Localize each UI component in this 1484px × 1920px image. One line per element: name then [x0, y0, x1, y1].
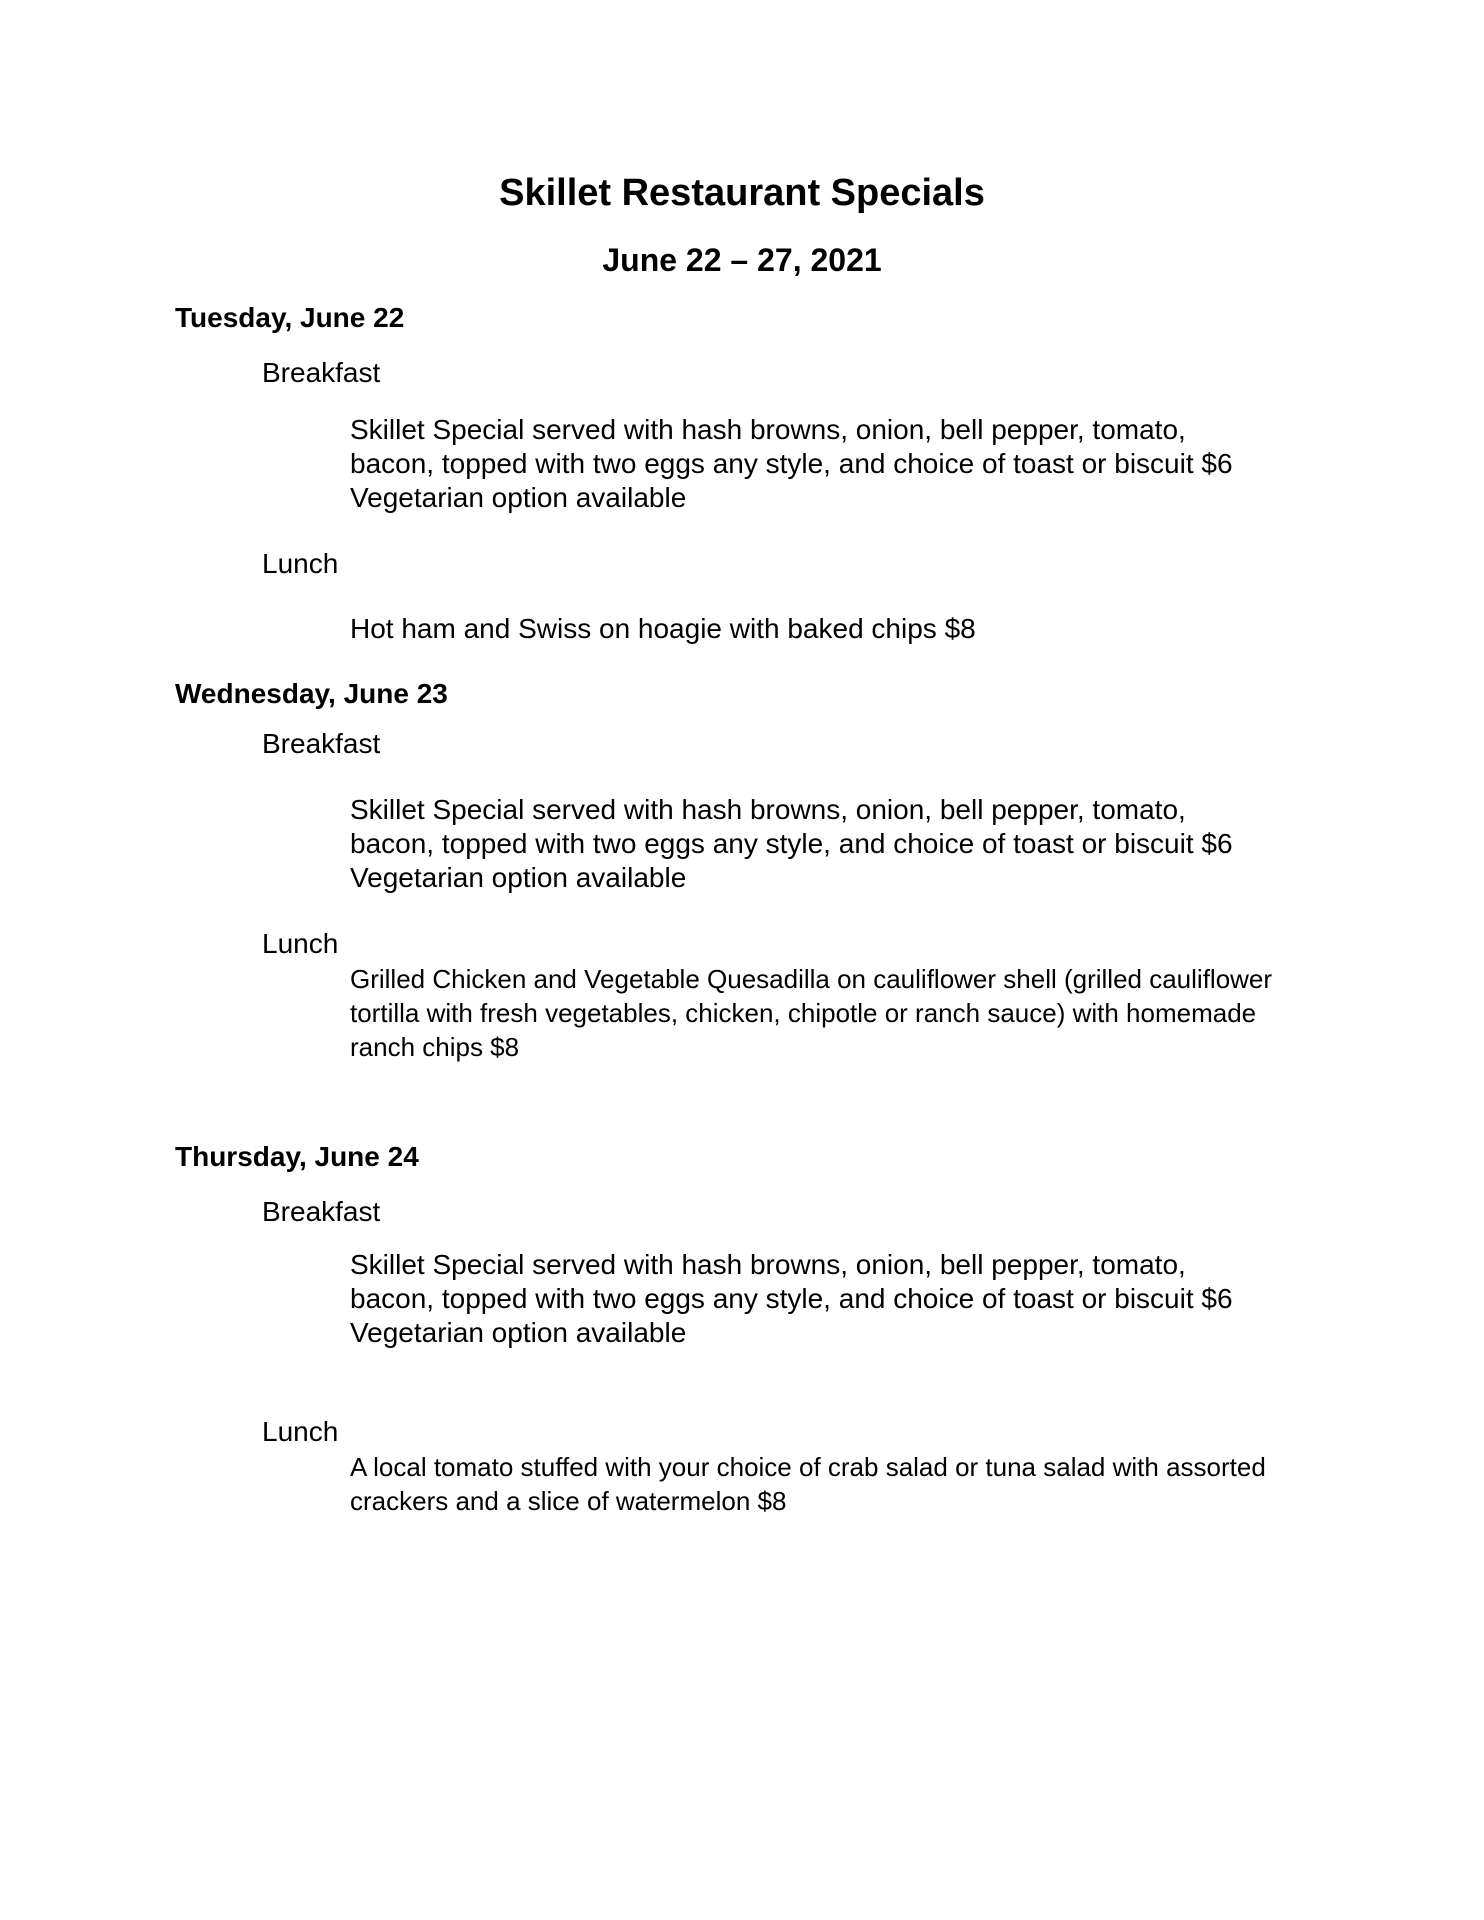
description-line: Vegetarian option available — [350, 1317, 687, 1348]
meal-description — [350, 793, 1233, 895]
description-line: bacon, topped with two eggs any style, and choice of toast or biscuit $6 — [350, 1283, 1233, 1314]
meal-label-lunch: Lunch — [262, 548, 339, 579]
meal-description — [350, 1248, 1233, 1350]
description-line: Skillet Special served with hash browns, onion, bell pepper, tomato, — [350, 414, 1186, 445]
day-heading-tuesday: Tuesday, June 22 — [175, 302, 405, 333]
meal-label-breakfast: Breakfast — [262, 1196, 381, 1227]
meal-description — [350, 962, 1272, 1064]
day-heading-thursday: Thursday, June 24 — [175, 1141, 419, 1172]
description-line: Vegetarian option available — [350, 862, 687, 893]
description-line: Hot ham and Swiss on hoagie with baked chips $8 — [350, 613, 976, 644]
description-line: bacon, topped with two eggs any style, and choice of toast or biscuit $6 — [350, 828, 1233, 859]
description-line: bacon, topped with two eggs any style, and choice of toast or biscuit $6 — [350, 448, 1233, 479]
description-line: Grilled Chicken and Vegetable Quesadilla on cauliflower shell (grilled cauliflower — [350, 964, 1273, 994]
description-line: tortilla with fresh vegetables, chicken, chipotle or ranch sauce) with homemade — [350, 998, 1257, 1028]
meal-label-lunch: Lunch — [262, 928, 339, 959]
date-range: June 22 – 27, 2021 — [602, 242, 882, 278]
meal-label-lunch: Lunch — [262, 1416, 339, 1447]
description-line: Skillet Special served with hash browns, onion, bell pepper, tomato, — [350, 794, 1186, 825]
description-line: A local tomato stuffed with your choice of crab salad or tuna salad with assorted — [350, 1452, 1266, 1482]
description-line: crackers and a slice of watermelon $8 — [350, 1486, 787, 1516]
meal-label-breakfast: Breakfast — [262, 728, 381, 759]
meal-description — [350, 413, 1233, 515]
meal-description — [350, 612, 976, 646]
description-line: Skillet Special served with hash browns, onion, bell pepper, tomato, — [350, 1249, 1186, 1280]
meal-description — [350, 1450, 1266, 1518]
description-line: Vegetarian option available — [350, 482, 687, 513]
description-line: ranch chips $8 — [350, 1032, 520, 1062]
page-title: Skillet Restaurant Specials — [499, 172, 985, 214]
meal-label-breakfast: Breakfast — [262, 357, 381, 388]
day-heading-wednesday: Wednesday, June 23 — [175, 678, 448, 709]
